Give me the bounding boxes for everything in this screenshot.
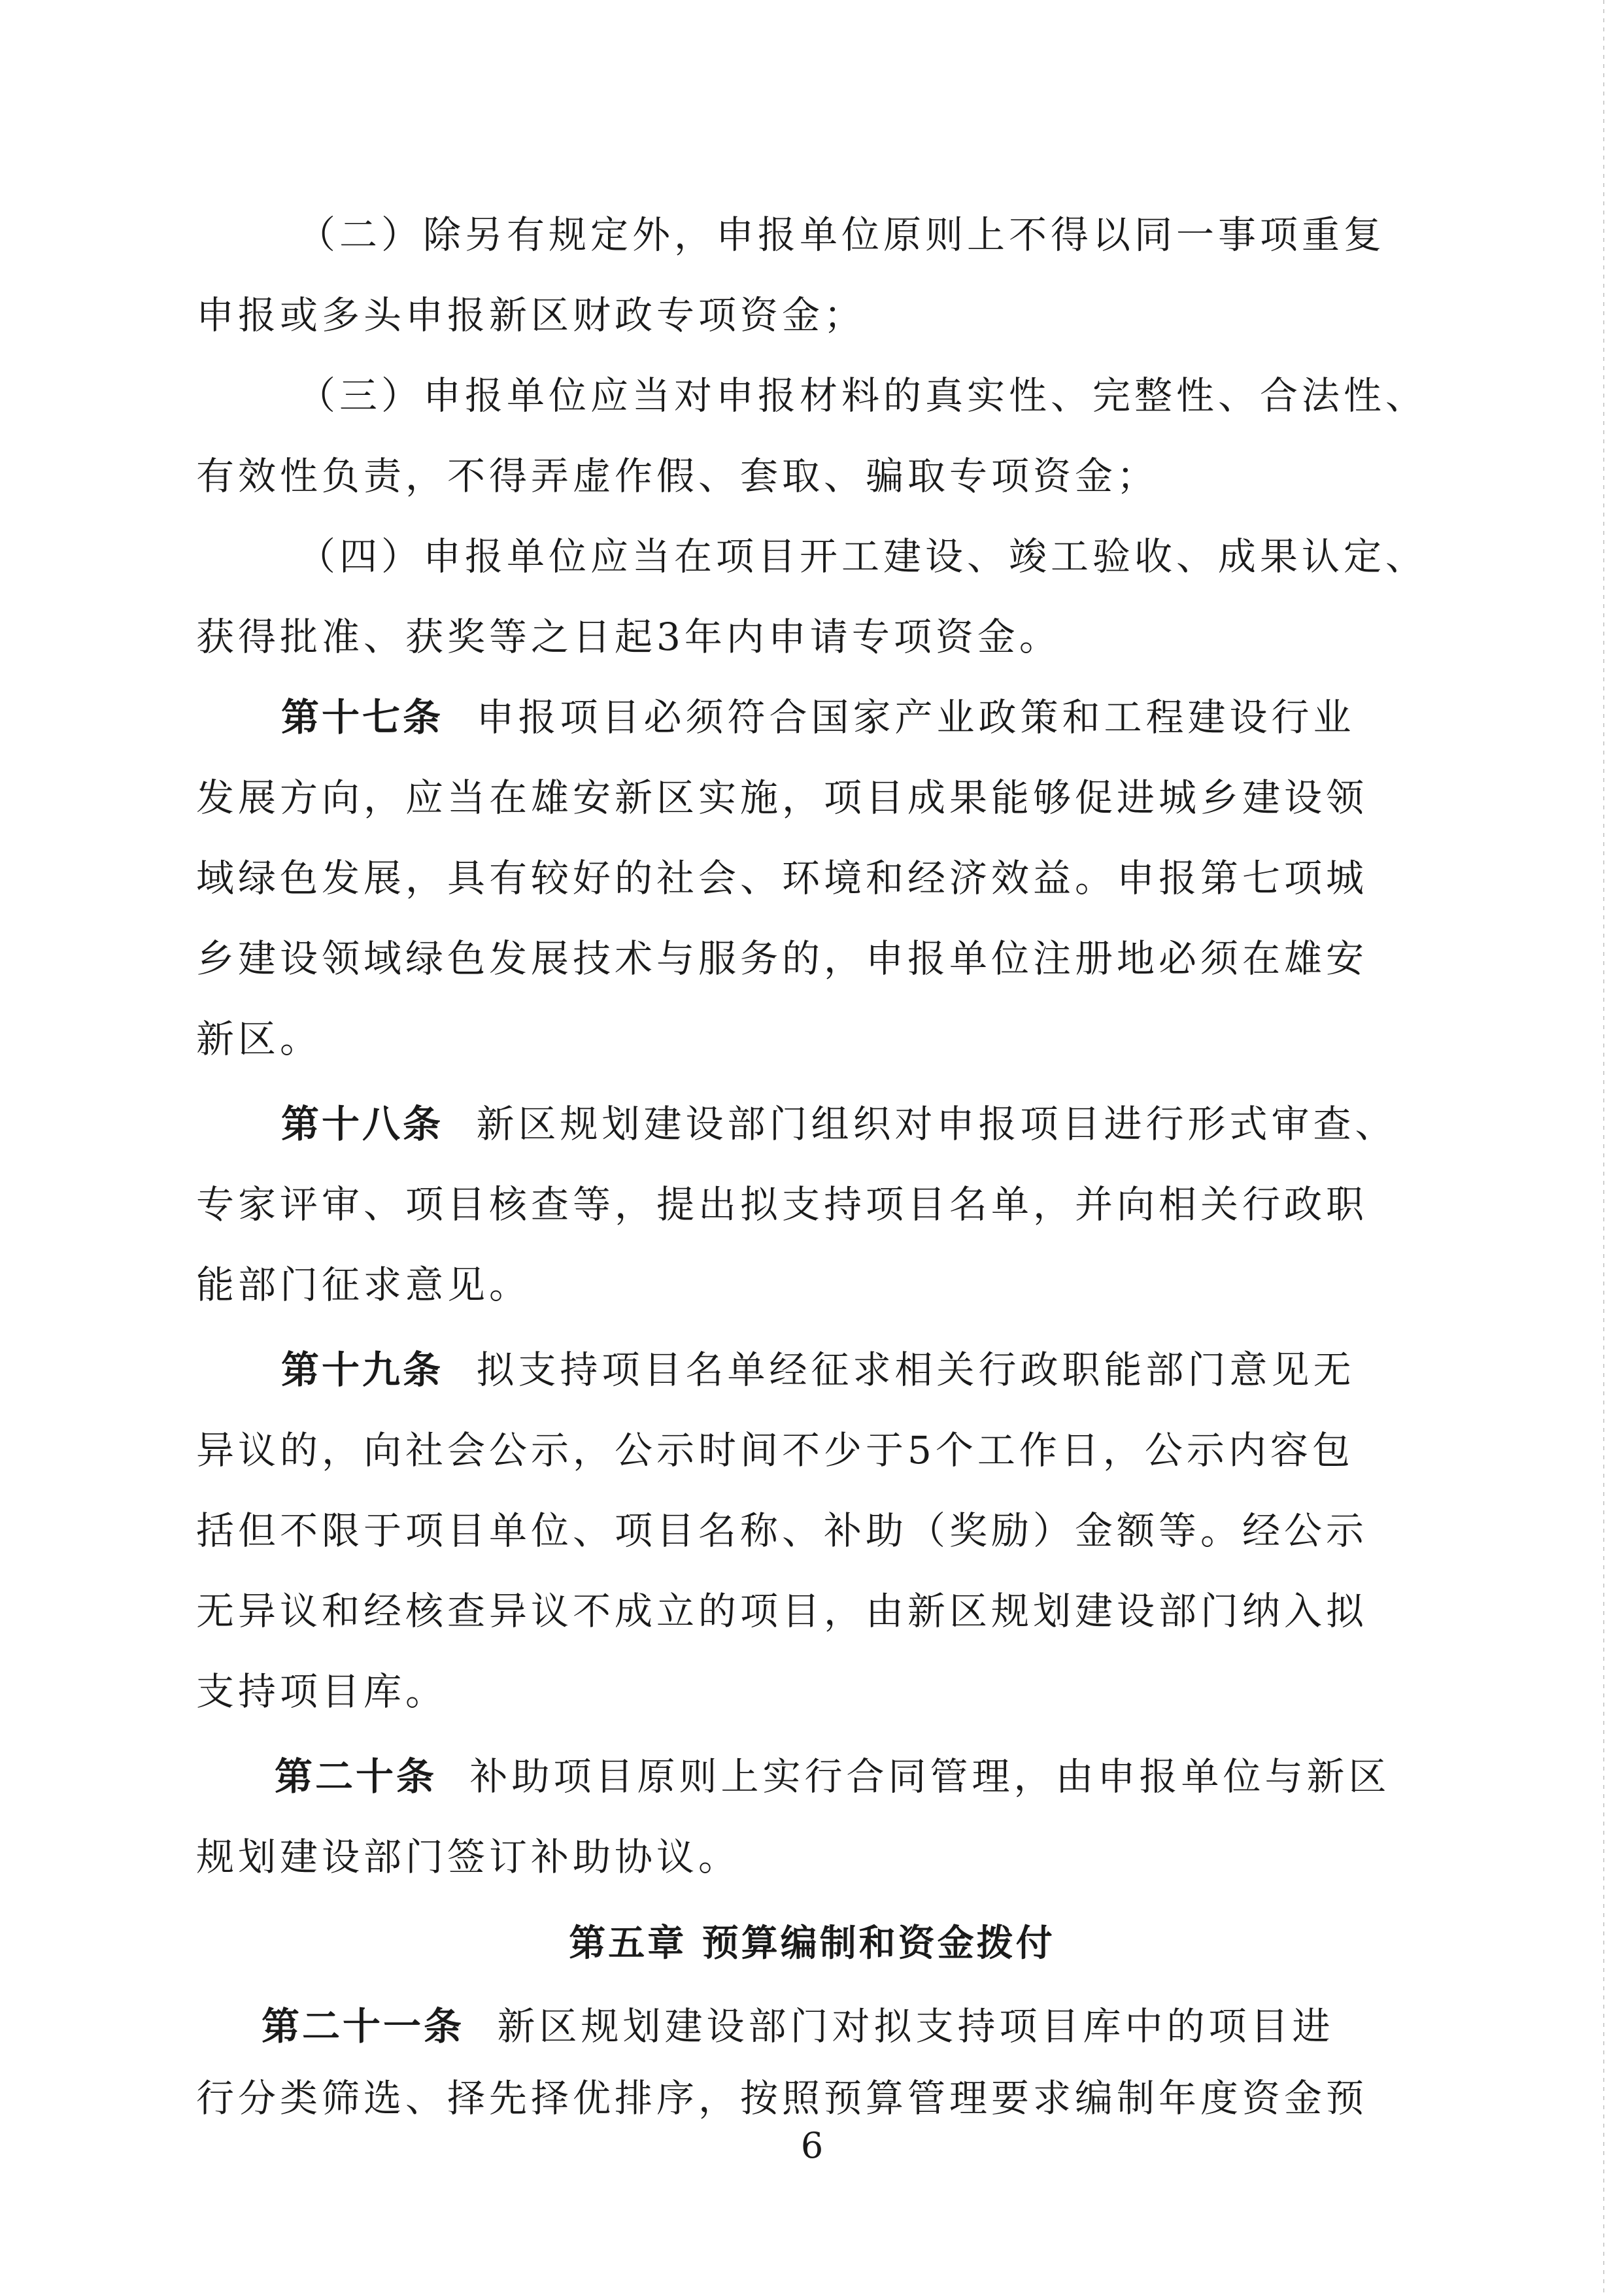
text-line: 专家评审、项目核查等，提出拟支持项目名单，并向相关行政职 (196, 1182, 1368, 1227)
text-line: 异议的，向社会公示，公示时间不少于5个工作日，公示内容包 (196, 1428, 1354, 1472)
text-line: 乡建设领域绿色发展技术与服务的，申报单位注册地必须在雄安 (196, 936, 1368, 981)
page-number: 6 (800, 2125, 824, 2166)
article-18-text: 新区规划建设部门组织对申报项目进行形式审查、 (476, 1102, 1397, 1146)
text-line: 发展方向，应当在雄安新区实施，项目成果能够促进城乡建设领 (196, 775, 1368, 820)
article-21-text: 新区规划建设部门对拟支持项目库中的项目进 (497, 2004, 1334, 2048)
article-19-title: 第十九条 (281, 1348, 444, 1392)
text-line: 获得批准、获奖等之日起3年内申请专项资金。 (196, 615, 1061, 659)
text-line: 行分类筛选、择先择优排序，按照预算管理要求编制年度资金预 (196, 2076, 1368, 2120)
text-line: （二）除另有规定外，申报单位原则上不得以同一事项重复 (297, 212, 1386, 257)
article-18-title: 第十八条 (281, 1102, 444, 1146)
article-21-title: 第二十一条 (262, 2004, 465, 2048)
text-line: 无异议和经核查异议不成立的项目，由新区规划建设部门纳入拟 (196, 1589, 1368, 1633)
text-line: 能部门征求意见。 (196, 1263, 532, 1307)
article-19-first-line (281, 1348, 1355, 1392)
text-line: 有效性负责，不得弄虚作假、套取、骗取专项资金； (196, 454, 1159, 498)
text-line: 支持项目库。 (196, 1669, 448, 1714)
text-line: 规划建设部门签订补助协议。 (196, 1835, 741, 1879)
article-21-first-line (262, 2004, 1334, 2048)
text-line: （四）申报单位应当在项目开工建设、竣工验收、成果认定、 (297, 534, 1428, 579)
text-line: 域绿色发展，具有较好的社会、环境和经济效益。申报第七项城 (196, 856, 1368, 900)
article-20-first-line (275, 1754, 1391, 1799)
article-20-title: 第二十条 (275, 1754, 437, 1799)
article-19-text: 拟支持项目名单经征求相关行政职能部门意见无 (476, 1348, 1355, 1392)
article-17-title: 第十七条 (281, 695, 444, 739)
text-line: （三）申报单位应当对申报材料的真实性、完整性、合法性、 (297, 373, 1428, 418)
article-20-text: 补助项目原则上实行合同管理，由申报单位与新区 (469, 1754, 1391, 1799)
text-line: 申报或多头申报新区财政专项资金； (196, 293, 866, 337)
article-17-text: 申报项目必须符合国家产业政策和工程建设行业 (476, 695, 1355, 739)
chapter-heading: 第五章 预算编制和资金拨付 (569, 1922, 1055, 1965)
article-17-first-line (281, 695, 1355, 739)
article-18-first-line (281, 1102, 1397, 1146)
text-line: 括但不限于项目单位、项目名称、补助（奖励）金额等。经公示 (196, 1508, 1368, 1553)
text-line: 新区。 (196, 1017, 322, 1061)
